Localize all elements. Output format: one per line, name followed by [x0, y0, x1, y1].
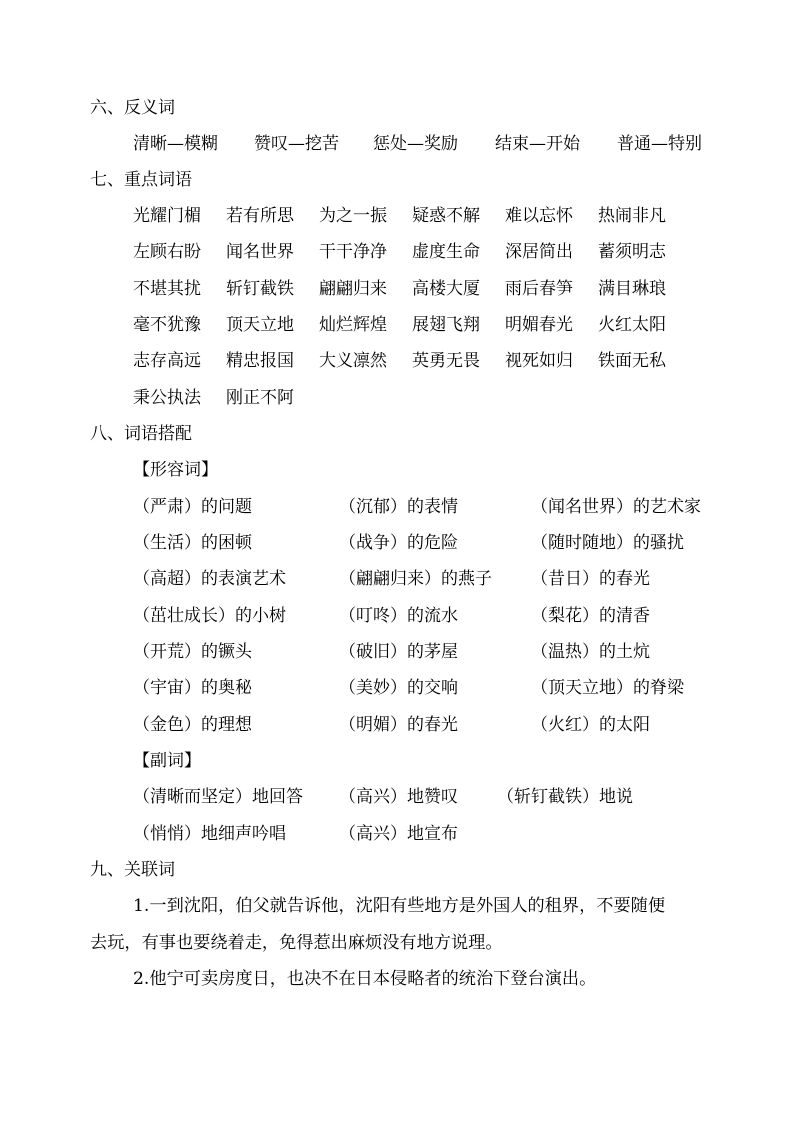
key-word: 翩翩归来	[319, 279, 387, 299]
collocation-item: （高兴）地赞叹	[339, 787, 458, 807]
key-word: 英勇无畏	[412, 351, 480, 371]
collocation-item: （金色）的理想	[133, 715, 252, 735]
key-word: 左顾右盼	[133, 242, 201, 262]
collocation-item: （生活）的困顿	[133, 533, 252, 553]
key-word: 高楼大厦	[412, 279, 480, 299]
key-word: 精忠报国	[226, 351, 294, 371]
collocation-item: （悄悄）地细声吟唱	[133, 824, 286, 844]
key-word: 火红太阳	[598, 315, 666, 335]
collocation-item: （沉郁）的表情	[339, 497, 458, 517]
key-word: 雨后春笋	[505, 279, 573, 299]
key-word: 不堪其扰	[133, 279, 201, 299]
key-word: 难以忘怀	[505, 206, 573, 226]
key-word: 虚度生命	[412, 242, 480, 262]
collocation-item: （严肃）的问题	[133, 497, 252, 517]
key-word: 干干净净	[319, 242, 387, 262]
collocation-item: （火红）的太阳	[531, 715, 650, 735]
collocations-heading: 八、词语搭配	[90, 424, 192, 444]
key-word: 大义凛然	[319, 351, 387, 371]
key-word: 铁面无私	[598, 351, 666, 371]
conjunction-paragraph-1-line-1: 1.一到沈阳，伯父就告诉他，沈阳有些地方是外国人的租界，不要随便	[133, 896, 666, 916]
collocation-item: （昔日）的春光	[531, 569, 650, 589]
key-word: 若有所思	[226, 206, 294, 226]
collocation-item: （高兴）地宣布	[339, 824, 458, 844]
key-words-heading: 七、重点词语	[90, 170, 192, 190]
collocation-item: （清晰而坚定）地回答	[133, 787, 303, 807]
key-word: 展翅飞翔	[412, 315, 480, 335]
collocation-item: （开荒）的镢头	[133, 642, 252, 662]
antonym-pair: 赞叹—挖苦	[254, 134, 339, 154]
collocation-item: （破旧）的茅屋	[339, 642, 458, 662]
antonyms-heading: 六、反义词	[90, 98, 175, 118]
collocation-item: （闻名世界）的艺术家	[531, 497, 701, 517]
key-word: 深居简出	[505, 242, 573, 262]
conjunctions-heading: 九、关联词	[90, 860, 175, 880]
collocation-item: （美妙）的交响	[339, 678, 458, 698]
adverb-tag: 【副词】	[133, 751, 201, 771]
collocation-item: （叮咚）的流水	[339, 606, 458, 626]
collocation-item: （顶天立地）的脊梁	[531, 678, 684, 698]
collocation-item: （明媚）的春光	[339, 715, 458, 735]
key-word: 闻名世界	[226, 242, 294, 262]
collocation-item: （高超）的表演艺术	[133, 569, 286, 589]
conjunction-paragraph-2: 2.他宁可卖房度日，也决不在日本侵略者的统治下登台演出。	[133, 969, 597, 989]
key-word: 明媚春光	[505, 315, 573, 335]
adjective-tag: 【形容词】	[133, 460, 218, 480]
collocation-item: （战争）的危险	[339, 533, 458, 553]
antonym-pair: 惩处—奖励	[373, 134, 458, 154]
antonym-pair: 结束—开始	[495, 134, 580, 154]
key-word: 热闹非凡	[598, 206, 666, 226]
key-word: 毫不犹豫	[133, 315, 201, 335]
collocation-item: （温热）的土炕	[531, 642, 650, 662]
collocation-item: （梨花）的清香	[531, 606, 650, 626]
collocation-item: （翩翩归来）的燕子	[339, 569, 492, 589]
key-word: 秉公执法	[133, 388, 201, 408]
key-word: 灿烂辉煌	[319, 315, 387, 335]
antonym-pair: 普通—特别	[617, 134, 702, 154]
key-word: 满目琳琅	[598, 279, 666, 299]
key-word: 顶天立地	[226, 315, 294, 335]
collocation-item: （随时随地）的骚扰	[531, 533, 684, 553]
antonym-pair: 清晰—模糊	[133, 134, 218, 154]
collocation-item: （宇宙）的奥秘	[133, 678, 252, 698]
collocation-item: （茁壮成长）的小树	[133, 606, 286, 626]
key-word: 为之一振	[319, 206, 387, 226]
conjunction-paragraph-1-line-2: 去玩，有事也要绕着走，免得惹出麻烦没有地方说理。	[90, 933, 503, 953]
key-word: 视死如归	[505, 351, 573, 371]
collocation-item: （斩钉截铁）地说	[497, 787, 633, 807]
key-word: 蓄须明志	[598, 242, 666, 262]
key-word: 志存高远	[133, 351, 201, 371]
key-word: 光耀门楣	[133, 206, 201, 226]
key-word: 斩钉截铁	[226, 279, 294, 299]
key-word: 刚正不阿	[226, 388, 294, 408]
key-word: 疑惑不解	[412, 206, 480, 226]
